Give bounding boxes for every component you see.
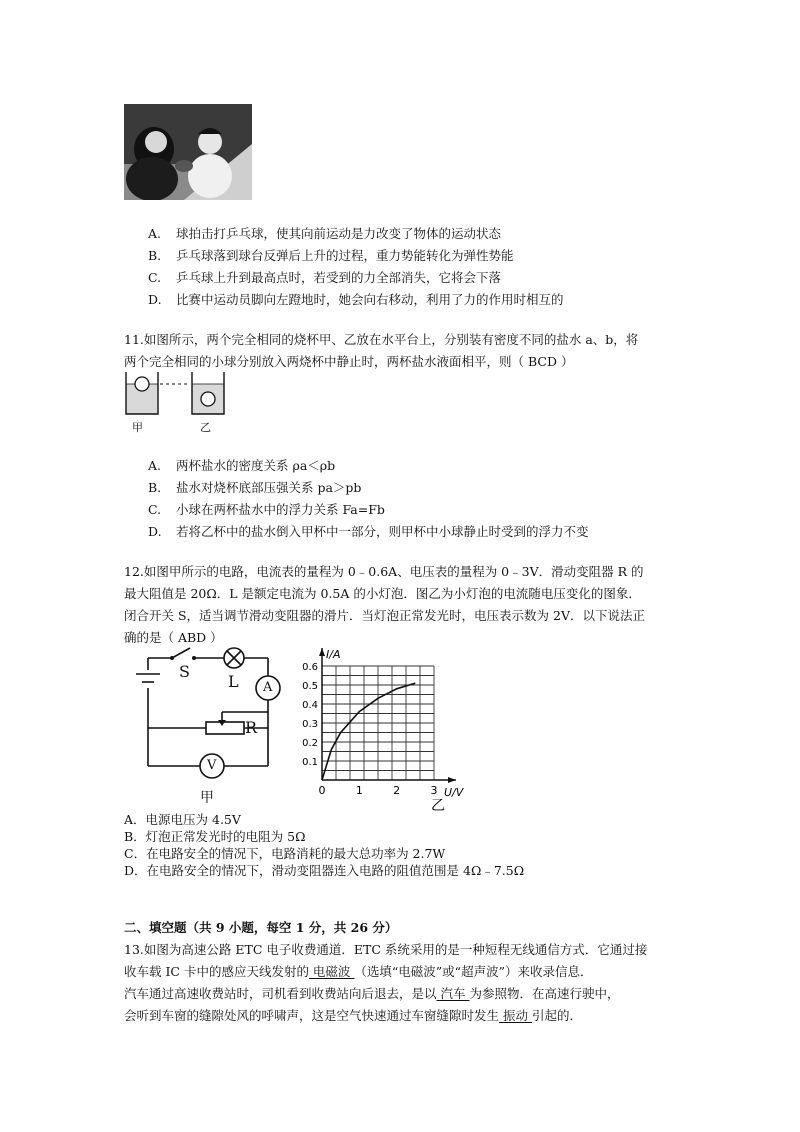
- circuit-caption: 甲: [200, 790, 214, 806]
- x-axis-label: U/V: [444, 786, 464, 799]
- y-axis-label: I/A: [326, 648, 341, 661]
- circuit-label-s: S: [179, 662, 190, 681]
- x-tick-label: 0: [318, 784, 326, 797]
- q11-option-a: A. 两杯盐水的密度关系 ρa＜ρb: [148, 458, 336, 473]
- q12-stem-line4: 确的是（ ABD ）: [124, 630, 223, 645]
- q13-line1: 13.如图为高速公路 ETC 电子收费通道．ETC 系统采用的是一种短程无线通信方式．它通过接: [124, 942, 648, 957]
- beaker-label-yi: 乙: [200, 421, 211, 434]
- answer-blank-3: 振动: [499, 1008, 532, 1023]
- answer-blank-2: 汽车: [436, 986, 470, 1001]
- y-tick-label: 0.5: [302, 681, 318, 692]
- q12-option-a: A．电源电压为 4.5V: [124, 812, 241, 827]
- y-tick-label: 0.2: [302, 738, 318, 749]
- iu-chart: [290, 642, 470, 816]
- circuit-label-l: L: [228, 672, 239, 691]
- q12-option-c: C．在电路安全的情况下，电路消耗的最大总功率为 2.7W: [124, 846, 446, 861]
- y-tick-label: 0.6: [302, 662, 318, 673]
- q10-option-c: C. 乒乓球上升到最高点时，若受到的力全部消失，它将会下落: [148, 270, 502, 285]
- x-axis-arrow: [448, 777, 456, 783]
- q13-line2: 收车载 IC 卡中的感应天线发射的 电磁波 （选填“电磁波”或“超声波”）来收录信息．: [124, 964, 593, 979]
- y-tick-label: 0.4: [302, 700, 318, 711]
- q12-option-d: D．在电路安全的情况下，滑动变阻器连入电路的阻值范围是 4Ω﹣7.5Ω: [124, 863, 525, 878]
- circuit-label-a: A: [263, 680, 273, 695]
- q10-option-d: D. 比赛中运动员脚向左蹬地时，她会向右移动，利用了力的作用时相互的: [148, 292, 564, 307]
- y-axis-arrow: [319, 648, 325, 656]
- x-tick-label: 2: [393, 784, 401, 797]
- q11-option-b: B. 盐水对烧杯底部压强关系 pa＞pb: [148, 480, 362, 495]
- circuit-label-r: R: [245, 718, 258, 737]
- circuit-label-v: V: [207, 758, 217, 773]
- q13-line3: 汽车通过高速收费站时，司机看到收费站向后退去，是以 汽车 为参照物．在高速行驶中，: [124, 986, 620, 1001]
- answer-blank-1: 电磁波: [308, 964, 355, 979]
- q13-line4: 会听到车窗的缝隙处风的呼啸声，这是空气快速通过车窗缝隙时发生 振动 引起的．: [124, 1008, 582, 1023]
- section-title: 二、填空题（共 9 小题，每空 1 分，共 26 分）: [124, 920, 398, 935]
- q10-option-b: B. 乒乓球落到球台反弹后上升的过程，重力势能转化为弹性势能: [148, 248, 514, 263]
- q12-stem-line3: 闭合开关 S，适当调节滑动变阻器的滑片．当灯泡正常发光时，电压表示数为 2V．以下说法正: [124, 608, 645, 623]
- x-tick-label: 3: [430, 784, 438, 797]
- q12-option-b: B．灯泡正常发光时的电阻为 5Ω: [124, 829, 306, 844]
- y-tick-label: 0.1: [302, 757, 318, 768]
- q12-stem-line2: 最大阻值是 20Ω．L 是额定电流为 0.5A 的小灯泡．图乙为小灯泡的电流随电压变化的图象．: [124, 586, 641, 601]
- chart-caption: 乙: [431, 798, 445, 812]
- y-tick-label: 0.3: [302, 719, 318, 730]
- beaker-label-jia: 甲: [132, 421, 143, 434]
- q10-option-a: A. 球拍击打乒乓球，使其向前运动是力改变了物体的运动状态: [148, 226, 502, 241]
- q11-stem-line2: 两个完全相同的小球分别放入两烧杯中静止时，两杯盐水液面相平，则（ BCD ）: [124, 354, 574, 369]
- q11-option-c: C. 小球在两杯盐水中的浮力关系 Fa=Fb: [148, 502, 385, 517]
- q11-option-d: D. 若将乙杯中的盐水倒入甲杯中一部分，则甲杯中小球静止时受到的浮力不变: [148, 524, 589, 539]
- q11-stem-line1: 11.如图所示，两个完全相同的烧杯甲、乙放在水平台上，分别装有密度不同的盐水 a、b，将: [124, 332, 639, 347]
- q12-stem-line1: 12.如图甲所示的电路，电流表的量程为 0﹣0.6A、电压表的量程为 0﹣3V．滑动变阻器 R 的: [124, 564, 644, 579]
- x-tick-label: 1: [355, 784, 363, 797]
- table-tennis-photo: [124, 104, 252, 200]
